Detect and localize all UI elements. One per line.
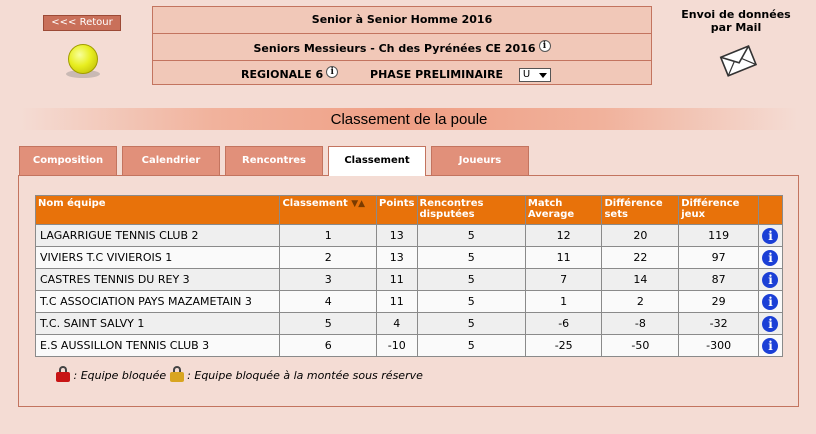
rank-value: 4	[280, 291, 377, 313]
points-value: -10	[377, 335, 417, 357]
table-row	[36, 225, 783, 247]
diff-games-value: -300	[679, 335, 759, 357]
info-cell	[758, 335, 782, 357]
info-icon[interactable]: i	[762, 294, 778, 310]
lock-legend	[56, 366, 423, 382]
rank-value: 1	[280, 225, 377, 247]
col-header-diff-sets[interactable]	[602, 196, 679, 225]
diff-games-value: -32	[679, 313, 759, 335]
competition-title: Senior à Senior Homme 2016	[311, 13, 493, 26]
info-cell	[758, 313, 782, 335]
phase-name: PHASE PRELIMINAIRE	[370, 68, 504, 81]
points-value: 11	[377, 269, 417, 291]
rank-value: 6	[280, 335, 377, 357]
gold-lock-icon	[170, 366, 184, 382]
header-divider	[153, 33, 651, 34]
table-row	[36, 335, 783, 357]
match-average-value: 7	[525, 269, 602, 291]
diff-games-value: 29	[679, 291, 759, 313]
sort-icon[interactable]: ▼▲	[351, 199, 366, 209]
team-name: T.C. SAINT SALVY 1	[36, 313, 280, 335]
col-header-played[interactable]	[417, 196, 525, 225]
rank-value: 2	[280, 247, 377, 269]
info-icon[interactable]: i	[762, 338, 778, 354]
played-value: 5	[417, 225, 525, 247]
red-lock-icon	[56, 366, 70, 382]
info-icon[interactable]: i	[762, 250, 778, 266]
table-row	[36, 247, 783, 269]
match-average-value: 11	[525, 247, 602, 269]
table-row	[36, 313, 783, 335]
col-header-points[interactable]	[377, 196, 417, 225]
division-line	[153, 66, 651, 82]
info-icon[interactable]: i	[762, 272, 778, 288]
col-header-points-label: Points	[379, 198, 415, 209]
diff-games-value: 119	[679, 225, 759, 247]
diff-sets-value: 2	[602, 291, 679, 313]
section-title: Classement de la poule	[330, 111, 488, 128]
points-value: 11	[377, 291, 417, 313]
match-average-value: -6	[525, 313, 602, 335]
envelope-icon[interactable]	[718, 40, 758, 80]
tab-calendrier[interactable]: Calendrier	[122, 146, 220, 175]
played-value: 5	[417, 313, 525, 335]
phase-select[interactable]	[519, 68, 551, 82]
points-value: 4	[377, 313, 417, 335]
championship-info-icon[interactable]: i	[539, 40, 551, 52]
points-value: 13	[377, 225, 417, 247]
info-icon[interactable]: i	[762, 228, 778, 244]
played-value: 5	[417, 335, 525, 357]
championship-name: Seniors Messieurs - Ch des Pyrénées CE 2016	[253, 42, 536, 55]
mail-label: Envoi de données par Mail	[681, 8, 791, 34]
diff-games-value: 87	[679, 269, 759, 291]
table-row	[36, 291, 783, 313]
section-title-band	[20, 108, 798, 130]
diff-games-value: 97	[679, 247, 759, 269]
col-header-team[interactable]	[36, 196, 280, 225]
team-name: CASTRES TENNIS DU REY 3	[36, 269, 280, 291]
division-info-icon[interactable]: i	[326, 66, 338, 78]
info-cell	[758, 291, 782, 313]
team-name: LAGARRIGUE TENNIS CLUB 2	[36, 225, 280, 247]
tab-classement[interactable]: Classement	[328, 146, 426, 176]
diff-sets-value: -50	[602, 335, 679, 357]
team-name: T.C ASSOCIATION PAYS MAZAMETAIN 3	[36, 291, 280, 313]
competition-header	[152, 6, 652, 85]
info-cell	[758, 225, 782, 247]
col-header-diff-games-label: Différence jeux	[681, 198, 740, 220]
diff-sets-value: 22	[602, 247, 679, 269]
team-name: E.S AUSSILLON TENNIS CLUB 3	[36, 335, 280, 357]
match-average-value: 12	[525, 225, 602, 247]
division-name: REGIONALE 6	[241, 68, 324, 81]
chevron-down-icon	[539, 73, 547, 78]
played-value: 5	[417, 269, 525, 291]
points-value: 13	[377, 247, 417, 269]
table-row	[36, 269, 783, 291]
col-header-match-average-label: Match Average	[527, 198, 575, 220]
retour-button[interactable]: <<< Retour	[43, 15, 121, 31]
diff-sets-value: 20	[602, 225, 679, 247]
legend-blocked: : Equipe bloquée	[73, 369, 167, 382]
info-icon[interactable]: i	[762, 316, 778, 332]
diff-sets-value: -8	[602, 313, 679, 335]
diff-sets-value: 14	[602, 269, 679, 291]
table-header-row	[36, 196, 783, 225]
phase-select-value: U	[522, 69, 531, 80]
col-header-team-label: Nom équipe	[38, 198, 106, 209]
col-header-diff-games[interactable]	[679, 196, 759, 225]
info-cell	[758, 269, 782, 291]
col-header-rank[interactable]	[280, 196, 377, 225]
header-divider-2	[153, 60, 651, 61]
championship-line	[153, 40, 651, 55]
col-header-played-label: Rencontres disputées	[419, 198, 484, 220]
tennis-ball-icon	[68, 44, 98, 74]
rank-value: 3	[280, 269, 377, 291]
ranking-table	[35, 195, 783, 357]
tab-joueurs[interactable]: Joueurs	[431, 146, 529, 175]
played-value: 5	[417, 247, 525, 269]
rank-value: 5	[280, 313, 377, 335]
team-name: VIVIERS T.C VIVIEROIS 1	[36, 247, 280, 269]
played-value: 5	[417, 291, 525, 313]
col-header-info	[758, 196, 782, 225]
tab-composition[interactable]: Composition	[19, 146, 117, 175]
col-header-rank-label: Classement	[282, 198, 348, 209]
col-header-match-average[interactable]	[525, 196, 602, 225]
tab-rencontres[interactable]: Rencontres	[225, 146, 323, 175]
col-header-diff-sets-label: Différence sets	[604, 198, 663, 220]
match-average-value: 1	[525, 291, 602, 313]
legend-blocked-promotion: : Equipe bloquée à la montée sous réserve	[187, 369, 423, 382]
match-average-value: -25	[525, 335, 602, 357]
info-cell	[758, 247, 782, 269]
